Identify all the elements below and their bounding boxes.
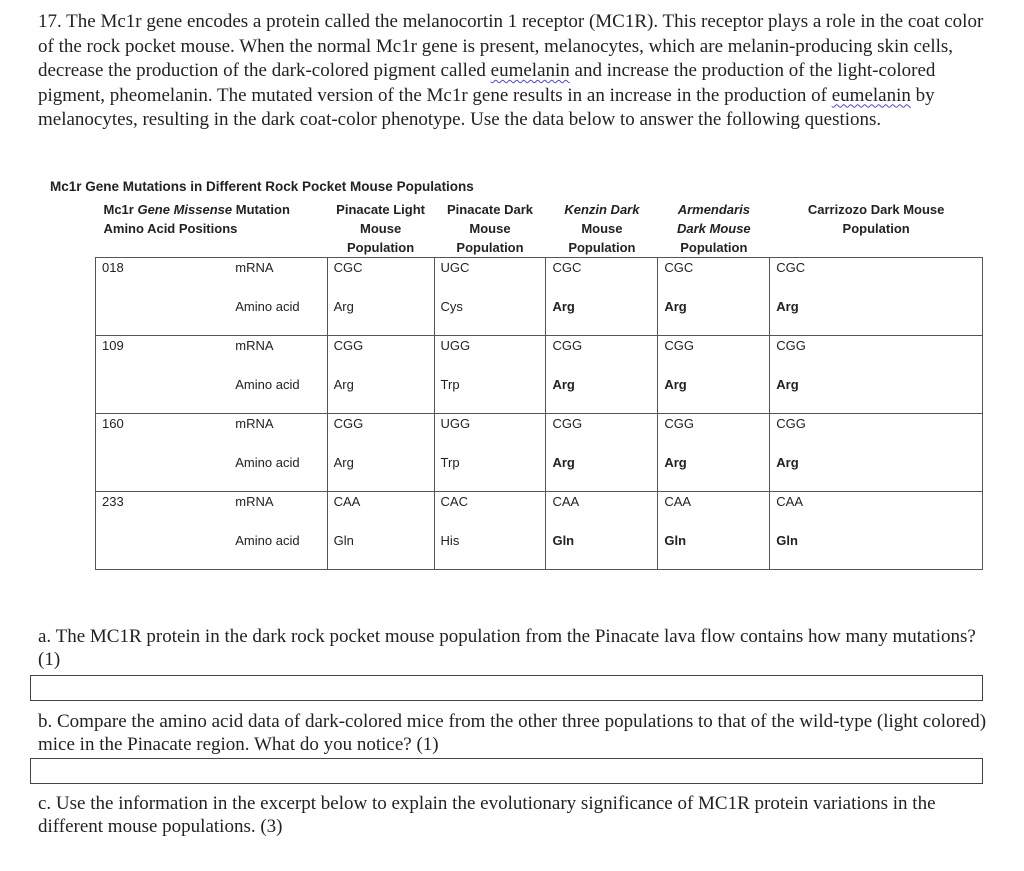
amino-acid-cell: Arg — [658, 433, 770, 492]
codon-cell: CGG — [327, 336, 434, 356]
position-cell: 109 — [96, 336, 230, 356]
amino-acid-cell: Trp — [434, 355, 546, 414]
mutation-table — [95, 199, 983, 570]
position-cell: 160 — [96, 414, 230, 434]
amino-acid-label: Amino acid — [229, 355, 327, 414]
question-c: c. Use the information in the excerpt below to explain the evolutionary significance of MC1R protein variations in the different mouse populations. (3) — [38, 793, 936, 837]
amino-acid-cell: Arg — [770, 433, 983, 492]
intro-part-2: and increase the production of the light-colored pigment, pheomelanin. The mutated version of the Mc1r gene results in an increase in the production of — [38, 60, 936, 106]
amino-acid-cell: Arg — [658, 277, 770, 336]
eumelanin-term: eumelanin — [490, 60, 570, 81]
eumelanin-term-2: eumelanin — [831, 84, 911, 106]
question-b: b. Compare the amino acid data of dark-colored mice from the other three populations to that of the wild-type (light colored) mice in the Pinacate region. What do you notice? (1) — [38, 711, 987, 755]
amino-acid-cell: Arg — [658, 355, 770, 414]
table-row — [96, 511, 983, 570]
position-cell: 233 — [96, 492, 230, 512]
codon-cell: CAC — [434, 492, 546, 512]
header-kenzin: Kenzin Dark Mouse Population — [564, 202, 640, 255]
codon-cell: CAA — [770, 492, 983, 512]
header-armendaris: Armendaris Dark Mouse Population — [676, 202, 751, 255]
header-mutation-positions: Mc1r Gene Missense Mutation Amino Acid Positions — [103, 202, 290, 236]
amino-acid-cell: Arg — [770, 277, 983, 336]
table-row — [96, 433, 983, 492]
amino-acid-cell: Arg — [546, 277, 658, 336]
empty-cell — [96, 433, 230, 492]
amino-acid-cell: Arg — [327, 277, 434, 336]
table-row — [96, 277, 983, 336]
codon-cell: CGC — [546, 258, 658, 278]
codon-cell: CGC — [770, 258, 983, 278]
amino-acid-cell: Gln — [658, 511, 770, 570]
table-row — [96, 414, 983, 434]
empty-cell — [96, 511, 230, 570]
codon-cell: CGG — [658, 336, 770, 356]
header-carrizozo: Carrizozo Dark Mouse Population — [807, 202, 945, 236]
amino-acid-cell: Gln — [546, 511, 658, 570]
amino-acid-label: Amino acid — [229, 277, 327, 336]
header-pinacate-dark: Pinacate Dark Mouse Population — [447, 202, 533, 255]
codon-cell: CGG — [546, 414, 658, 434]
table-row — [96, 336, 983, 356]
mrna-label: mRNA — [229, 492, 327, 512]
codon-cell: CGG — [658, 414, 770, 434]
amino-acid-cell: Gln — [327, 511, 434, 570]
intro-part-3: by melanocytes, resulting in the dark coat-color phenotype. Use the data below to answer the following questions. — [38, 84, 935, 130]
codon-cell: CAA — [327, 492, 434, 512]
answer-b-input[interactable] — [30, 758, 983, 784]
table-row — [96, 258, 983, 278]
codon-cell: CGG — [770, 414, 983, 434]
mrna-label: mRNA — [229, 258, 327, 278]
amino-acid-cell: Trp — [434, 433, 546, 492]
question-a: a. The MC1R protein in the dark rock pocket mouse population from the Pinacate lava flow contains how many mutations? (1) — [38, 626, 976, 670]
mrna-label: mRNA — [229, 414, 327, 434]
amino-acid-cell: Arg — [770, 355, 983, 414]
codon-cell: UGG — [434, 336, 546, 356]
amino-acid-cell: Cys — [434, 277, 546, 336]
position-cell: 018 — [96, 258, 230, 278]
table-row — [96, 492, 983, 512]
amino-acid-cell: Gln — [770, 511, 983, 570]
amino-acid-label: Amino acid — [229, 433, 327, 492]
codon-cell: CGG — [770, 336, 983, 356]
header-pinacate-light: Pinacate Light Mouse Population — [336, 202, 426, 255]
amino-acid-cell: Arg — [546, 355, 658, 414]
amino-acid-cell: Arg — [546, 433, 658, 492]
codon-cell: CGC — [658, 258, 770, 278]
codon-cell: CGG — [546, 336, 658, 356]
answer-a-input[interactable] — [30, 675, 983, 701]
empty-cell — [96, 355, 230, 414]
table-row — [96, 355, 983, 414]
codon-cell: CAA — [546, 492, 658, 512]
codon-cell: CGC — [327, 258, 434, 278]
codon-cell: CAA — [658, 492, 770, 512]
empty-cell — [96, 277, 230, 336]
codon-cell: UGC — [434, 258, 546, 278]
mrna-label: mRNA — [229, 336, 327, 356]
amino-acid-cell: Arg — [327, 433, 434, 492]
codon-cell: UGG — [434, 414, 546, 434]
table-title: Mc1r Gene Mutations in Different Rock Pocket Mouse Populations — [50, 179, 474, 194]
amino-acid-cell: His — [434, 511, 546, 570]
amino-acid-label: Amino acid — [229, 511, 327, 570]
intro-part-1: 17. The Mc1r gene encodes a protein called the melanocortin 1 receptor (MC1R). This receptor plays a role in the coat color of the rock pocket mouse. When the normal Mc1r gene is present, melanocytes, which are melanin-producing skin cells, decrease the production of the dark-colored pigment called — [38, 11, 984, 81]
question-intro — [38, 10, 988, 133]
codon-cell: CGG — [327, 414, 434, 434]
amino-acid-cell: Arg — [327, 355, 434, 414]
table-header-row — [96, 199, 983, 258]
